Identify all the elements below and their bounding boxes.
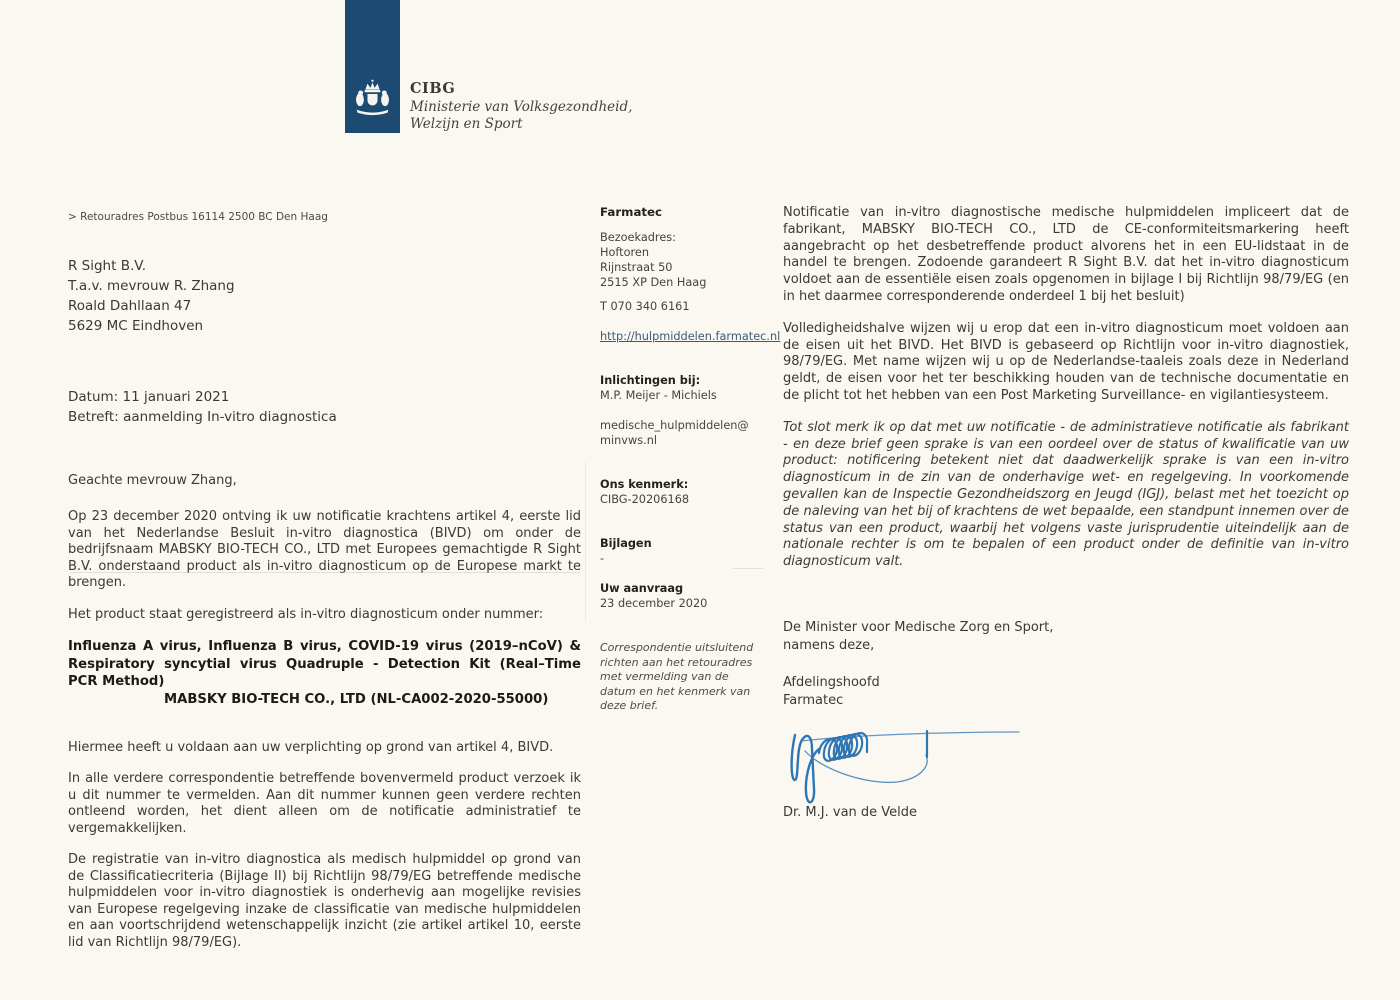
subject-line: Betreft: aanmelding In-vitro diagnostica [68, 409, 337, 425]
paragraph-status-disclaimer: Tot slot merk ik op dat met uw notificatie - de administratieve notificatie als fabrikant - en deze brief geen sprake is van een oordeel over de status of kwalificatie van uw product: notificering betekent niet dat daadwerkelijk sprake is van een in-vitro diagnosticum in de zin van de onderhavige wet- en regelgeving. In voorkomende gevallen kan de Inspectie Gezondheidszorg en Jeugd (IGJ), belast met het toezicht op de naleving van het bij of krachtens de wet bepaalde, een standpunt innemen over de status van een product, waarbij het volgens vaste jurisprudentie uiteindelijk aan de nationale rechter is om te bepalen of een product onder de definitie van in-vitro diagnosticum valt. [783, 419, 1349, 570]
date-subject-block [68, 387, 581, 427]
visit-address-block [600, 230, 758, 290]
reference-block [600, 477, 758, 507]
ministry-logo-bar [345, 0, 400, 133]
your-request-label: Uw aanvraag [600, 582, 684, 595]
closing-line: De Minister voor Medische Zorg en Sport, [783, 619, 1054, 635]
letter-body-column [68, 205, 581, 951]
visit-address-line: Rijnstraat 50 [600, 261, 673, 274]
ministry-line1: Ministerie van Volksgezondheid, [410, 99, 633, 115]
product-title: Influenza A virus, Influenza B virus, COVID-19 virus (2019–nCoV) & Respiratory syncytial virus Quadruple - Detection Kit (Real–Time PCR Method) [68, 639, 581, 689]
phone-number: T 070 340 6161 [600, 300, 690, 313]
your-request-block [600, 581, 758, 611]
contact-label: Inlichtingen bij: [600, 374, 701, 387]
contact-block [600, 373, 758, 403]
recipient-line: T.a.v. mevrouw R. Zhang [68, 278, 235, 294]
attachments-label: Bijlagen [600, 537, 652, 550]
ministry-wordmark [410, 80, 632, 133]
signer-name: Dr. M.J. van de Velde [783, 804, 918, 820]
letter-continuation-column [783, 205, 1349, 820]
attachments-value: - [600, 552, 605, 565]
paragraph-registration-revisions: De registratie van in-vitro diagnostica als medisch hulpmiddel op grond van de Classificatiecriteria (Bijlage II) bij Richtlijn 98/79/EG betreffende medische hulpmiddelen voor in-vitro diagnostiek is onderhevig aan mogelijke revisies van Europese regelgeving inzake de classificatie van medische hulpmiddelen en aan voortschrijdend wetenschappelijk inzicht (zie artikel artikel 10, eerste lid van Richtlijn 98/79/EG). [68, 852, 581, 950]
contact-name: M.P. Meijer - Michiels [600, 389, 717, 402]
paragraph-notification-received: Op 23 december 2020 ontving ik uw notificatie krachtens artikel 4, eerste lid van het Nederlandse Besluit in-vitro diagnostica (BIVD) om onder de bedrijfsnaam MABSKY BIO-TECH CO., LTD met Europees gemachtigde R Sight B.V. onderstaand product als in-vitro diagnosticum op de Europese markt te brengen. [68, 509, 581, 590]
reference-label: Ons kenmerk: [600, 478, 689, 491]
farmatec-link[interactable]: http://hulpmiddelen.farmatec.nl [600, 330, 781, 343]
closing-block [783, 619, 1349, 656]
sender-org: Farmatec [600, 205, 663, 219]
scan-artifact-line [585, 462, 586, 622]
handwritten-signature [785, 705, 1025, 809]
department-line: Farmatec [783, 693, 844, 709]
your-request-value: 23 december 2020 [600, 597, 708, 610]
paragraph-correspondence-number: In alle verdere correspondentie betreffende bovenvermeld product verzoek ik u dit nummer te vermelden. Aan dit nummer kunnen geen verdere rechten ontleend worden, het dient alleen om de notificatie administratief te vergemakkelijken. [68, 771, 581, 836]
org-name: CIBG [410, 80, 456, 97]
visit-address-line: 2515 XP Den Haag [600, 276, 707, 289]
scan-artifact-line [733, 568, 763, 569]
attachments-block [600, 536, 758, 566]
email-line: minvws.nl [600, 434, 658, 447]
reference-value: CIBG-20206168 [600, 493, 690, 506]
closing-line: namens deze, [783, 638, 875, 654]
paragraph-bivd-requirements: Volledigheidshalve wijzen wij u erop dat een in-vitro diagnosticum moet voldoen aan de eisen uit het BIVD. Het BIVD is gebaseerd op Richtlijn voor in-vitro diagnostiek, 98/79/EG. Met name wijzen wij u op de Nederlandse-taaleis zoals deze in Nederland geldt, de eisen voor het ter beschikking houden van de technische documentatie en de plicht tot het hebben van een Post Marketing Surveillance- en vigilantiesysteem. [783, 320, 1349, 403]
email-block [600, 418, 758, 448]
date-line: Datum: 11 januari 2021 [68, 389, 230, 405]
paragraph-obligation-met: Hiermee heeft u voldaan aan uw verplichting op grond van artikel 4, BIVD. [68, 739, 554, 755]
return-address: > Retouradres Postbus 16114 2500 BC Den Haag [68, 211, 328, 223]
email-line: medische_hulpmiddelen@ [600, 419, 749, 432]
salutation: Geachte mevrouw Zhang, [68, 473, 237, 488]
ministry-line2: Welzijn en Sport [410, 116, 523, 132]
scan-artifact-line [70, 572, 580, 573]
paragraph-ce-marking: Notificatie van in-vitro diagnostische medische hulpmiddelen impliceert dat de fabrikant, MABSKY BIO-TECH CO., LTD de CE-conformiteitsmarkering heeft aangebracht op het desbetreffende product alvorens het in een EU-lidstaat in de handel te brengen. Zodoende garandeert R Sight B.V. dat het in-vitro diagnosticum voldoet aan de essentiële eisen zoals opgenomen in bijlage I bij Richtlijn 98/79/EG (en in het daarmee corresponderende onderdeel 1 bij het besluit) [783, 205, 1349, 304]
recipient-line: 5629 MC Eindhoven [68, 318, 204, 334]
department-line: Afdelingshoofd [783, 674, 880, 690]
recipient-line: R Sight B.V. [68, 258, 147, 274]
recipient-line: Roald Dahllaan 47 [68, 298, 192, 314]
product-company-registration: MABSKY BIO-TECH CO., LTD (NL-CA002-2020-55000) [164, 691, 549, 707]
paragraph-registered-as: Het product staat geregistreerd als in-vitro diagnosticum onder nummer: [68, 606, 544, 622]
sender-info-column [600, 205, 781, 714]
correspondence-note: Correspondentie uitsluitend richten aan het retouradres met vermelding van de datum en het kenmerk van deze brief. [600, 641, 754, 712]
visit-address-label: Bezoekadres: [600, 231, 676, 244]
recipient-address-block [68, 256, 581, 336]
visit-address-line: Hoftoren [600, 246, 650, 259]
dutch-coat-of-arms-icon [351, 76, 394, 122]
